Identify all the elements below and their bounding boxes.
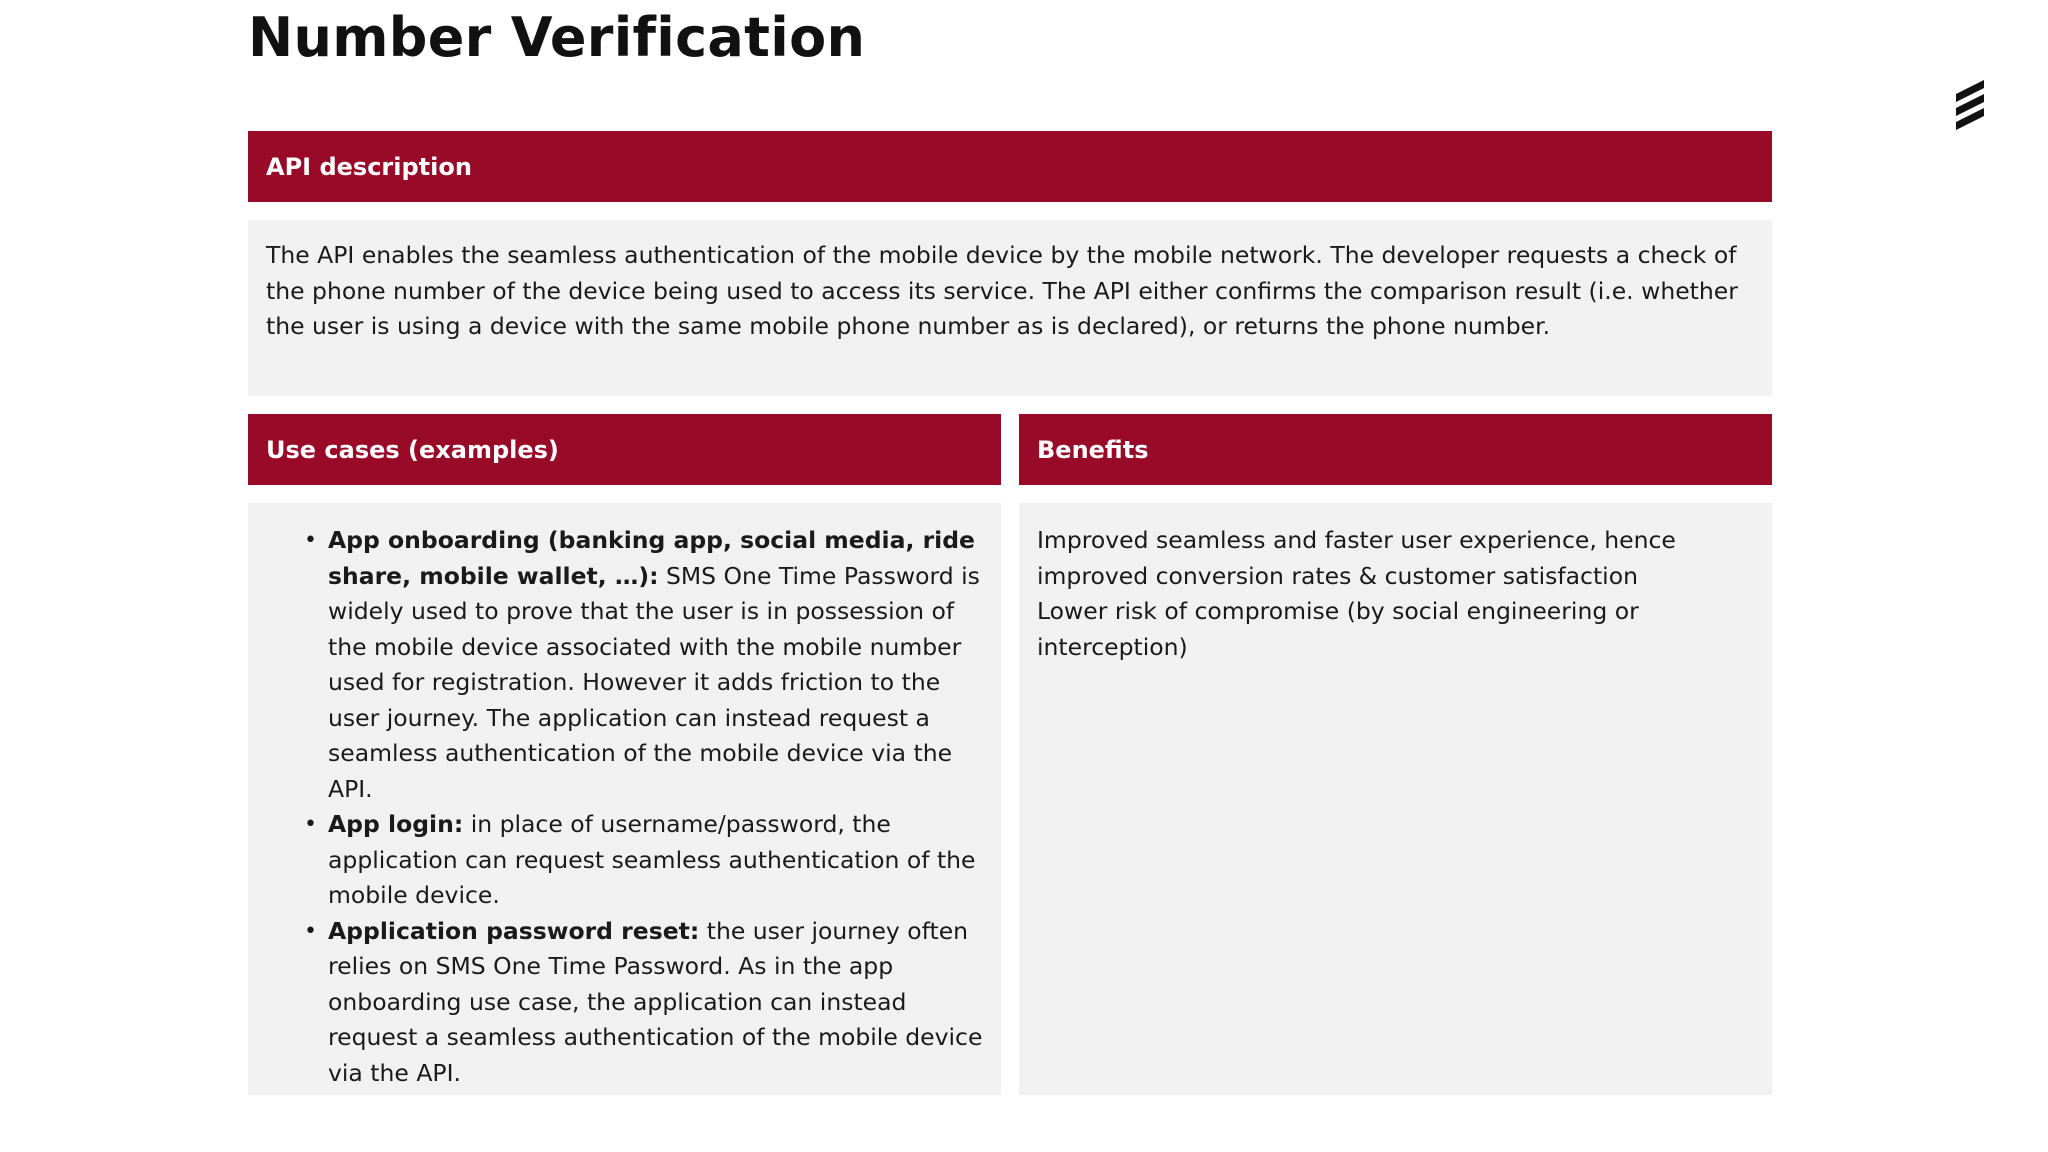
page-title: Number Verification: [248, 6, 866, 69]
benefits-header-label: Benefits: [1037, 435, 1149, 464]
api-description-panel: [248, 220, 1772, 396]
list-item: [328, 914, 983, 1092]
list-item: [328, 523, 983, 807]
list-item: [328, 807, 983, 914]
api-description-header-label: API description: [266, 152, 472, 181]
benefit-item: Improved seamless and faster user experience, hence improved conversion rates & customer satisfaction: [1037, 526, 1676, 590]
benefit-item: Lower risk of compromise (by social engineering or interception): [1037, 597, 1639, 661]
use-case-text: the user journey often relies on SMS One Time Password. As in the app onboarding use case, the application can instead request a seamless authentication of the mobile device via the API.: [328, 916, 983, 1087]
benefits-header: [1019, 414, 1772, 485]
use-cases-panel: [248, 503, 1001, 1095]
use-case-title: App login:: [328, 810, 464, 838]
benefits-panel: [1019, 503, 1772, 1095]
use-case-text: in place of username/password, the application can request seamless authentication of the mobile device.: [328, 810, 976, 909]
api-description-header: [248, 131, 1772, 202]
use-case-title: Application password reset:: [328, 916, 700, 945]
use-cases-header-label: Use cases (examples): [266, 435, 559, 464]
use-cases-list: [248, 523, 983, 1091]
api-description-text: The API enables the seamless authentication of the mobile device by the mobile network. The developer requests a check of the phone number of the device being used to access its service. The API either confirms the comparison result (i.e. whether the user is using a device with the same mobile phone number as is declared), or returns the phone number.: [266, 241, 1738, 340]
ericsson-logo-icon: [1950, 78, 1990, 130]
use-case-text: SMS One Time Password is widely used to prove that the user is in possession of the mobile device associated with the mobile number used for registration. However it adds friction to the user journey. The application can instead request a seamless authentication of the mobile device via the API.: [328, 561, 980, 803]
use-cases-header: [248, 414, 1001, 485]
use-case-title: App onboarding (banking app, social media, ride share, mobile wallet, …):: [328, 526, 975, 590]
